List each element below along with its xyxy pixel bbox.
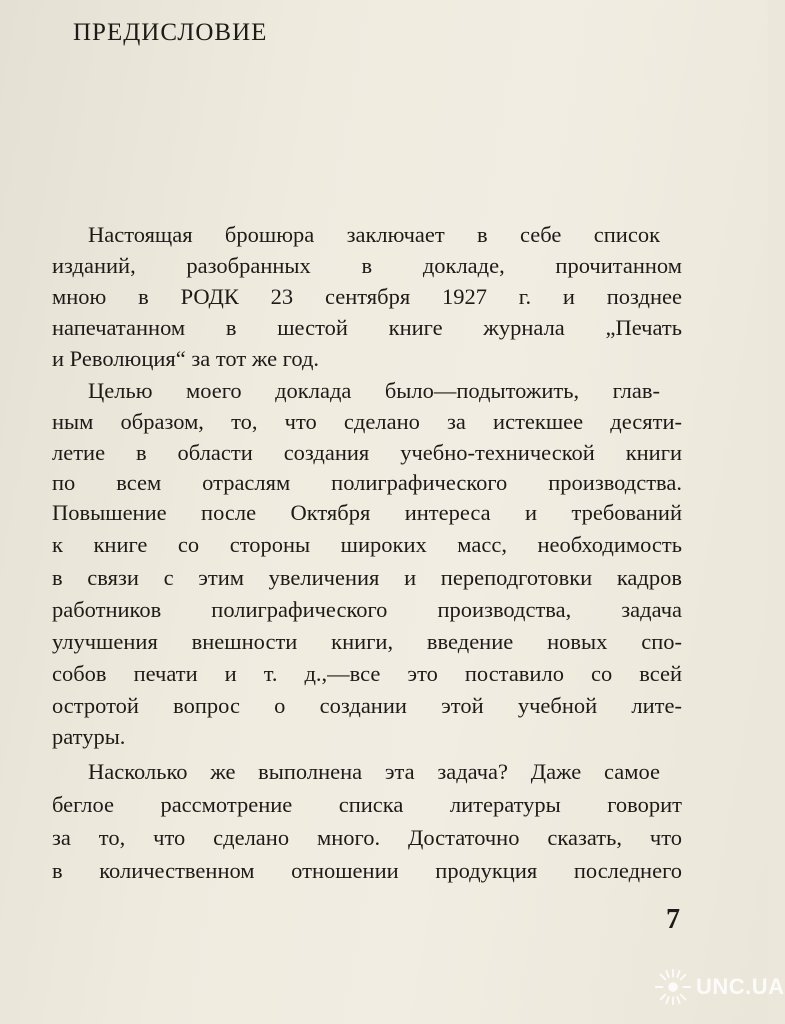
text-line: к книге со стороны широких масс, необходимость <box>52 532 682 557</box>
text-line: изданий, разобранных в докладе, прочитанном <box>52 253 682 278</box>
text-line: остротой вопрос о создании этой учебной лите- <box>52 693 682 718</box>
text-line: Настоящая брошюра заключает в себе список <box>88 222 660 247</box>
text-line: по всем отраслям полиграфического производства. <box>52 470 682 495</box>
text-line: Насколько же выполнена эта задача? Даже самое <box>88 759 660 784</box>
text-line: улучшения внешности книги, введение новых спо- <box>52 629 682 654</box>
sunburst-logo-icon <box>654 968 692 1006</box>
text-line: в количественном отношении продукция последнего <box>52 858 682 883</box>
text-line: беглое рассмотрение списка литературы говорит <box>52 792 682 817</box>
text-line: напечатанном в шестой книге журнала „Печать <box>52 315 682 340</box>
text-line: собов печати и т. д.,—все это поставило со всей <box>52 661 682 686</box>
text-line: за то, что сделано много. Достаточно сказать, что <box>52 825 682 850</box>
text-line: мною в РОДК 23 сентября 1927 г. и позднее <box>52 284 682 309</box>
text-line: и Революция“ за тот же год. <box>52 346 320 371</box>
text-line: Целью моего доклада было—подытожить, глав- <box>88 378 660 403</box>
text-line: работников полиграфического производства, задача <box>52 597 682 622</box>
watermark <box>654 968 785 1006</box>
text-line: в связи с этим увеличения и переподготовки кадров <box>52 565 682 590</box>
watermark-text: UNC.UA <box>696 974 785 999</box>
text-line: ным образом, то, что сделано за истекшее десяти- <box>52 409 682 434</box>
text-line: ратуры. <box>52 724 126 749</box>
text-line: летие в области создания учебно-технической книги <box>52 440 682 465</box>
page-number: 7 <box>666 904 680 935</box>
page-heading: ПРЕДИСЛОВИЕ <box>73 19 268 46</box>
text-line: Повышение после Октября интереса и требований <box>52 500 682 525</box>
